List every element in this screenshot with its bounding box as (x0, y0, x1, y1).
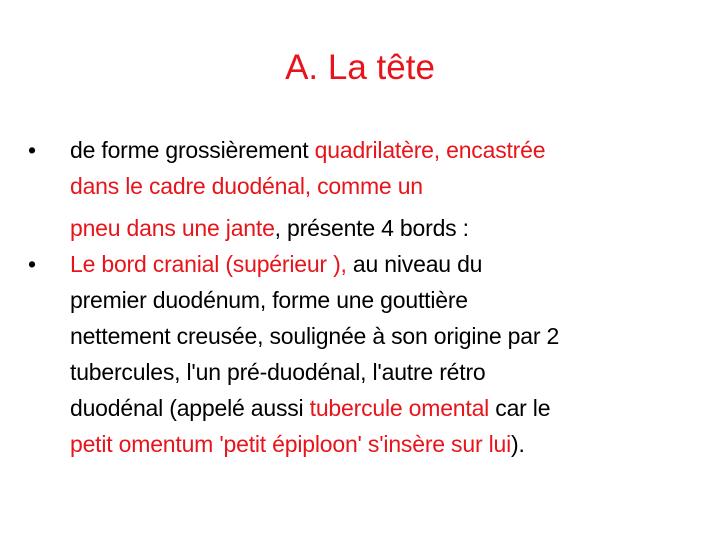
highlight-text: quadrilatère, encastrée (314, 137, 546, 163)
text-run: premier duodénum, forme une gouttière (70, 287, 468, 313)
highlight-text: tubercule omental (309, 395, 490, 421)
highlight-text: petit omentum 'petit épiploon' s'insère sur lui (70, 431, 512, 457)
bullet-line (70, 390, 696, 426)
bullet-icon: • (28, 251, 36, 277)
bullet-line (70, 132, 696, 168)
bullet-line (70, 210, 696, 246)
bullet-item-shape (28, 132, 696, 246)
bullet-icon: • (28, 137, 36, 163)
bullet-line (70, 426, 696, 462)
text-run: de forme grossièrement (70, 137, 315, 163)
text-run: ). (511, 431, 525, 457)
highlight-text: dans le cadre duodénal, comme un (70, 173, 423, 199)
bullet-item-cranial-border (28, 246, 696, 462)
text-run: , présente 4 bords : (274, 215, 469, 241)
slide-body (28, 132, 696, 462)
text-run: tubercules, l'un pré-duodénal, l'autre rétro (70, 359, 486, 385)
highlight-text: Le bord cranial (supérieur ), (70, 251, 347, 277)
highlight-line (70, 168, 696, 204)
text-run: nettement creusée, soulignée à son origine par 2 (70, 323, 560, 349)
highlight-text: pneu dans une jante (70, 215, 275, 241)
bullet-line (70, 246, 696, 282)
text-run: duodénal (appelé aussi (70, 395, 310, 421)
text-run: au niveau du (346, 251, 483, 277)
slide-title: A. La tête (285, 48, 435, 87)
bullet-line (70, 354, 696, 390)
bullet-line (70, 282, 696, 318)
bullet-line (70, 318, 696, 354)
text-run: car le (489, 395, 551, 421)
